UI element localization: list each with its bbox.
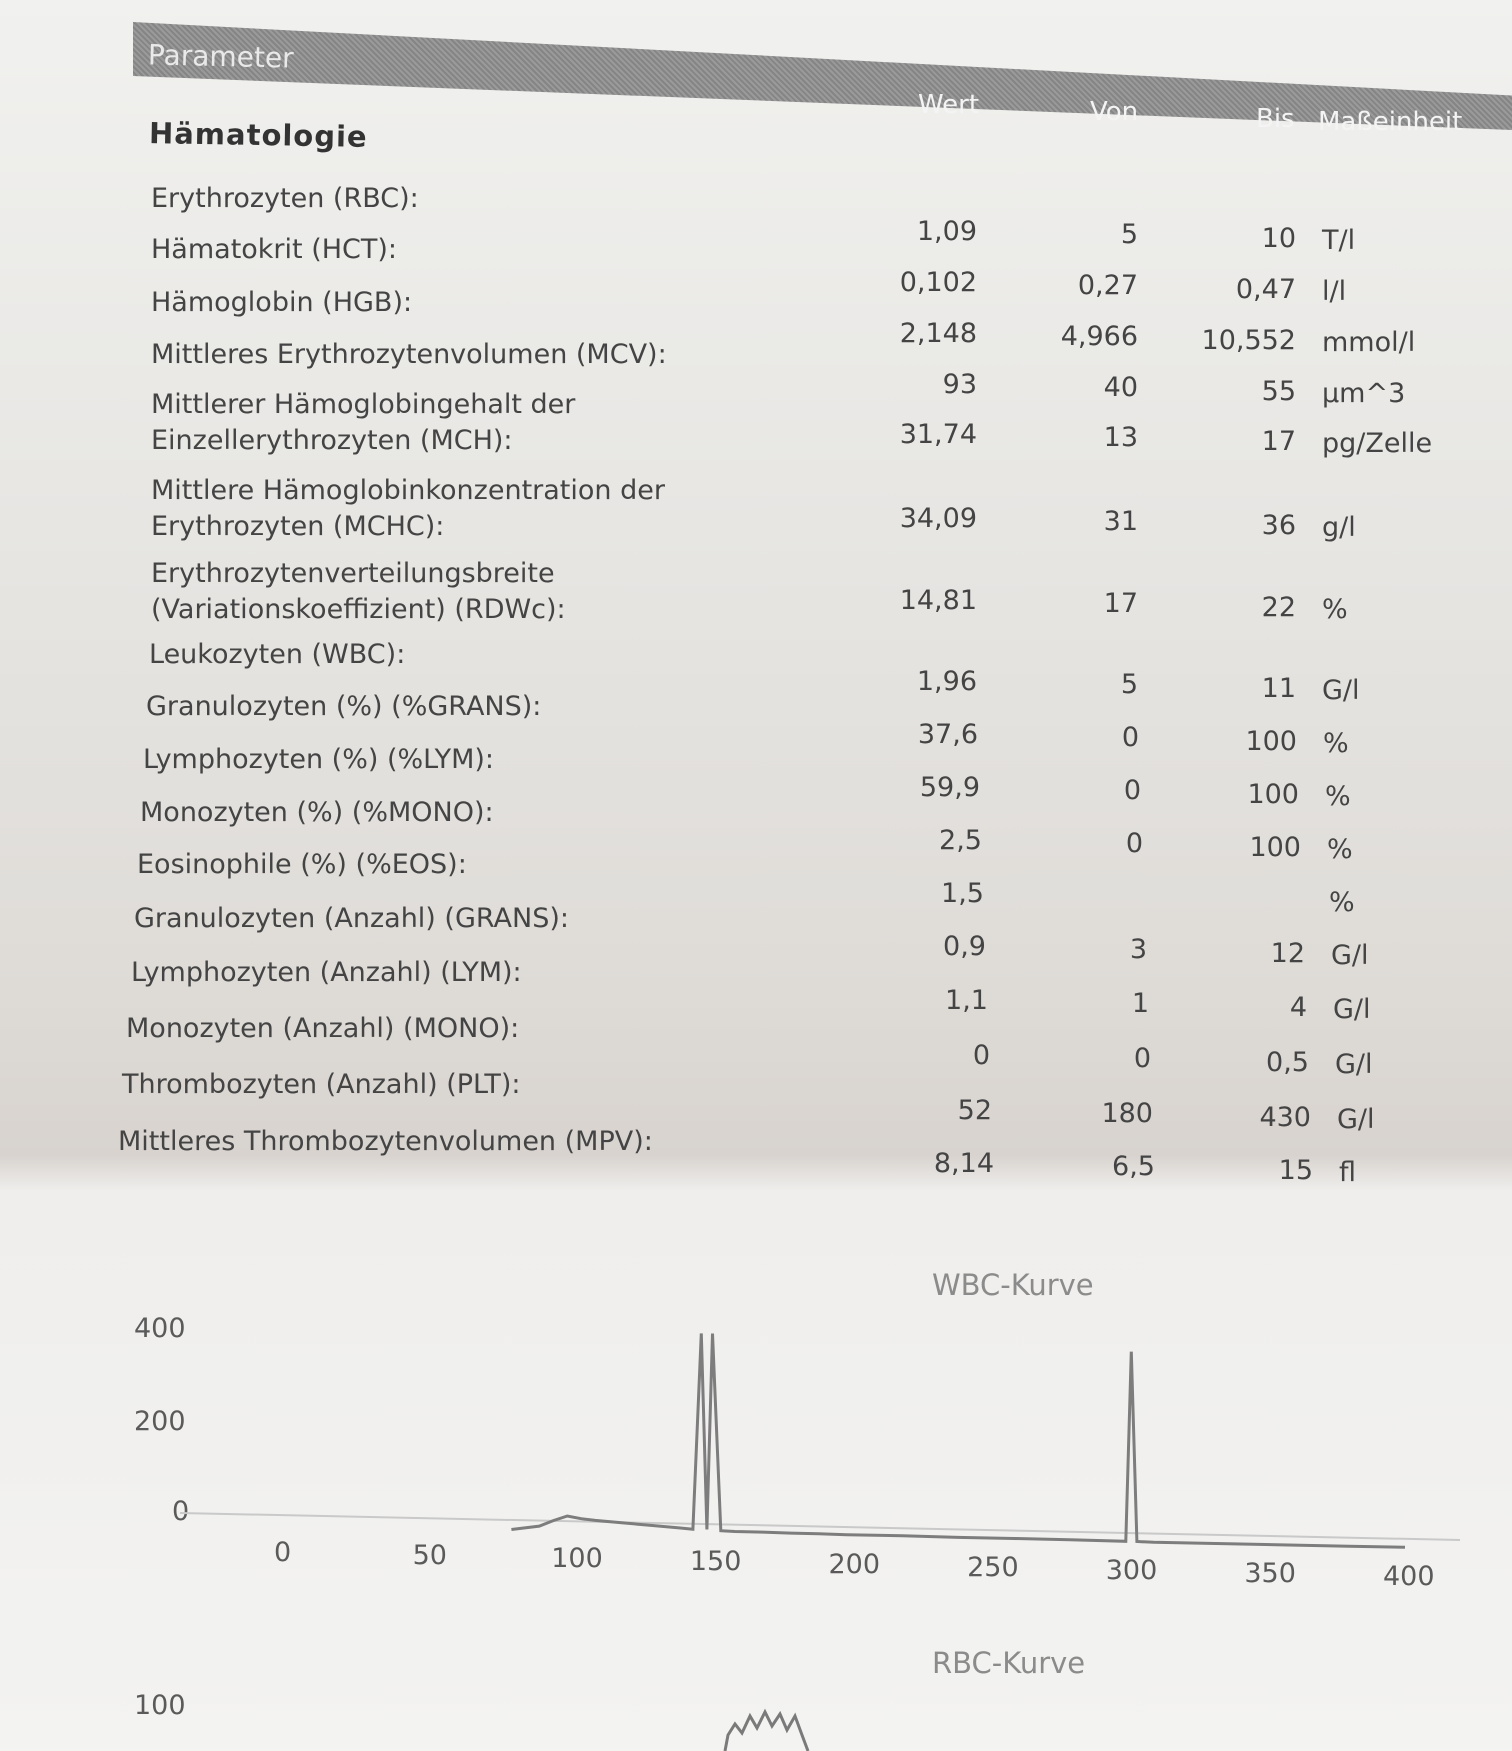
header-von: Von: [1090, 97, 1139, 127]
wbc-chart-title: WBC-Kurve: [932, 1268, 1094, 1302]
row-wert: 0: [972, 1040, 990, 1071]
row-unit: fl: [1339, 1157, 1357, 1188]
row-label-line2: (Variationskoeffizient) (RDWc):: [151, 594, 566, 625]
row-unit: g/l: [1322, 512, 1356, 543]
row-von: 17: [1103, 588, 1138, 619]
row-label: Mittlere Hämoglobinkonzentration der: [151, 475, 665, 506]
row-label: Mittleres Thrombozytenvolumen (MPV):: [118, 1126, 653, 1157]
header-parameter: Parameter: [147, 38, 295, 75]
row-von: 0,27: [1077, 270, 1138, 301]
row-bis: 100: [1245, 726, 1297, 757]
row-unit: G/l: [1331, 940, 1369, 971]
row-unit: %: [1323, 728, 1349, 759]
row-von: 1: [1131, 988, 1149, 1019]
wbc-x-tick-label: 150: [689, 1546, 742, 1577]
row-bis: 11: [1261, 673, 1296, 704]
header-bis: Bis: [1256, 104, 1295, 134]
row-unit: mmol/l: [1322, 327, 1416, 358]
row-wert: 0,9: [943, 931, 986, 962]
row-label: Hämatokrit (HCT):: [151, 234, 398, 265]
row-wert: 2,5: [939, 825, 982, 856]
row-label: Erythrozyten (RBC):: [151, 183, 419, 214]
row-label-line2: Einzellerythrozyten (MCH):: [151, 425, 513, 456]
row-von: 0: [1133, 1043, 1151, 1074]
wbc-y-tick-label: 400: [134, 1313, 186, 1344]
rbc-chart-title: RBC-Kurve: [932, 1646, 1086, 1680]
row-label: Lymphozyten (Anzahl) (LYM):: [131, 957, 522, 988]
row-label: Mittlerer Hämoglobingehalt der: [151, 389, 576, 420]
row-wert: 59,9: [919, 772, 980, 803]
section-title: Hämatologie: [148, 116, 368, 154]
row-label: Lymphozyten (%) (%LYM):: [143, 744, 495, 775]
row-bis: 4: [1289, 992, 1307, 1023]
row-von: 6,5: [1112, 1151, 1155, 1182]
row-wert: 1,09: [916, 216, 977, 247]
wbc-y-tick-label: 0: [172, 1496, 190, 1527]
row-wert: 8,14: [933, 1148, 994, 1179]
row-label: Eosinophile (%) (%EOS):: [137, 849, 467, 880]
header-einheit: Maßeinheit: [1318, 107, 1463, 137]
row-wert: 0,102: [899, 267, 977, 298]
row-unit: %: [1325, 781, 1351, 812]
row-label-line2: Erythrozyten (MCHC):: [151, 511, 445, 542]
row-label: Granulozyten (Anzahl) (GRANS):: [134, 903, 569, 934]
row-unit: G/l: [1322, 675, 1360, 706]
row-unit: %: [1329, 887, 1355, 918]
row-bis: 36: [1261, 510, 1296, 541]
wbc-x-tick-label: 300: [1105, 1555, 1158, 1586]
row-bis: 0,5: [1266, 1047, 1309, 1078]
row-von: 0: [1125, 828, 1143, 859]
row-unit: G/l: [1337, 1104, 1375, 1135]
row-unit: pg/Zelle: [1322, 428, 1433, 459]
row-wert: 1,1: [945, 985, 988, 1016]
row-unit: %: [1322, 594, 1348, 625]
row-von: 40: [1103, 372, 1138, 403]
row-unit: T/l: [1322, 225, 1356, 256]
row-bis: 100: [1249, 832, 1301, 863]
wbc-x-tick-label: 200: [828, 1549, 881, 1580]
row-label: Leukozyten (WBC):: [149, 639, 406, 670]
wbc-x-tick-label: 100: [551, 1543, 603, 1574]
row-bis: 22: [1261, 592, 1296, 623]
row-von: 180: [1101, 1098, 1153, 1129]
row-label: Mittleres Erythrozytenvolumen (MCV):: [151, 339, 667, 370]
wbc-x-tick-label: 350: [1244, 1558, 1296, 1589]
row-wert: 2,148: [899, 318, 977, 349]
row-unit: G/l: [1333, 994, 1371, 1025]
row-von: 3: [1129, 934, 1147, 965]
row-wert: 31,74: [899, 419, 977, 450]
row-unit: l/l: [1322, 276, 1347, 307]
row-wert: 93: [942, 369, 977, 400]
row-bis: 10,552: [1201, 325, 1296, 356]
row-wert: 34,09: [899, 503, 977, 534]
row-unit: G/l: [1335, 1049, 1373, 1080]
row-von: 13: [1103, 422, 1138, 453]
row-von: 0: [1121, 722, 1139, 753]
row-unit: %: [1327, 834, 1353, 865]
row-wert: 1,96: [916, 666, 977, 697]
wbc-x-tick-label: 50: [412, 1540, 447, 1571]
row-von: 0: [1123, 775, 1141, 806]
row-bis: 10: [1261, 223, 1296, 254]
row-bis: 430: [1259, 1102, 1311, 1133]
row-von: 4,966: [1060, 321, 1138, 352]
rbc-y-tick-label: 100: [134, 1690, 186, 1721]
row-bis: 100: [1247, 779, 1299, 810]
row-wert: 1,5: [941, 878, 984, 909]
row-bis: 55: [1261, 376, 1296, 407]
rbc-curve: [725, 1712, 808, 1751]
row-label: Monozyten (Anzahl) (MONO):: [126, 1013, 520, 1044]
row-label: Erythrozytenverteilungsbreite: [151, 558, 555, 589]
wbc-x-tick-label: 400: [1383, 1561, 1435, 1592]
row-label: Monozyten (%) (%MONO):: [140, 797, 494, 828]
row-von: 5: [1120, 669, 1138, 700]
wbc-x-tick-label: 0: [274, 1537, 292, 1568]
wbc-x-tick-label: 250: [967, 1552, 1019, 1583]
row-von: 31: [1103, 506, 1138, 537]
row-bis: 0,47: [1235, 274, 1296, 305]
header-wert: Wert: [918, 90, 980, 120]
row-label: Hämoglobin (HGB):: [151, 287, 413, 318]
row-wert: 52: [957, 1095, 992, 1126]
row-wert: 37,6: [917, 719, 978, 750]
row-bis: 12: [1270, 938, 1305, 969]
row-label: Granulozyten (%) (%GRANS):: [146, 691, 542, 722]
row-unit: µm^3: [1322, 378, 1406, 409]
row-bis: 15: [1278, 1155, 1313, 1186]
row-von: 5: [1120, 219, 1138, 250]
row-wert: 14,81: [899, 585, 977, 616]
wbc-y-tick-label: 200: [134, 1406, 186, 1437]
row-bis: 17: [1261, 426, 1296, 457]
row-label: Thrombozyten (Anzahl) (PLT):: [122, 1069, 521, 1100]
